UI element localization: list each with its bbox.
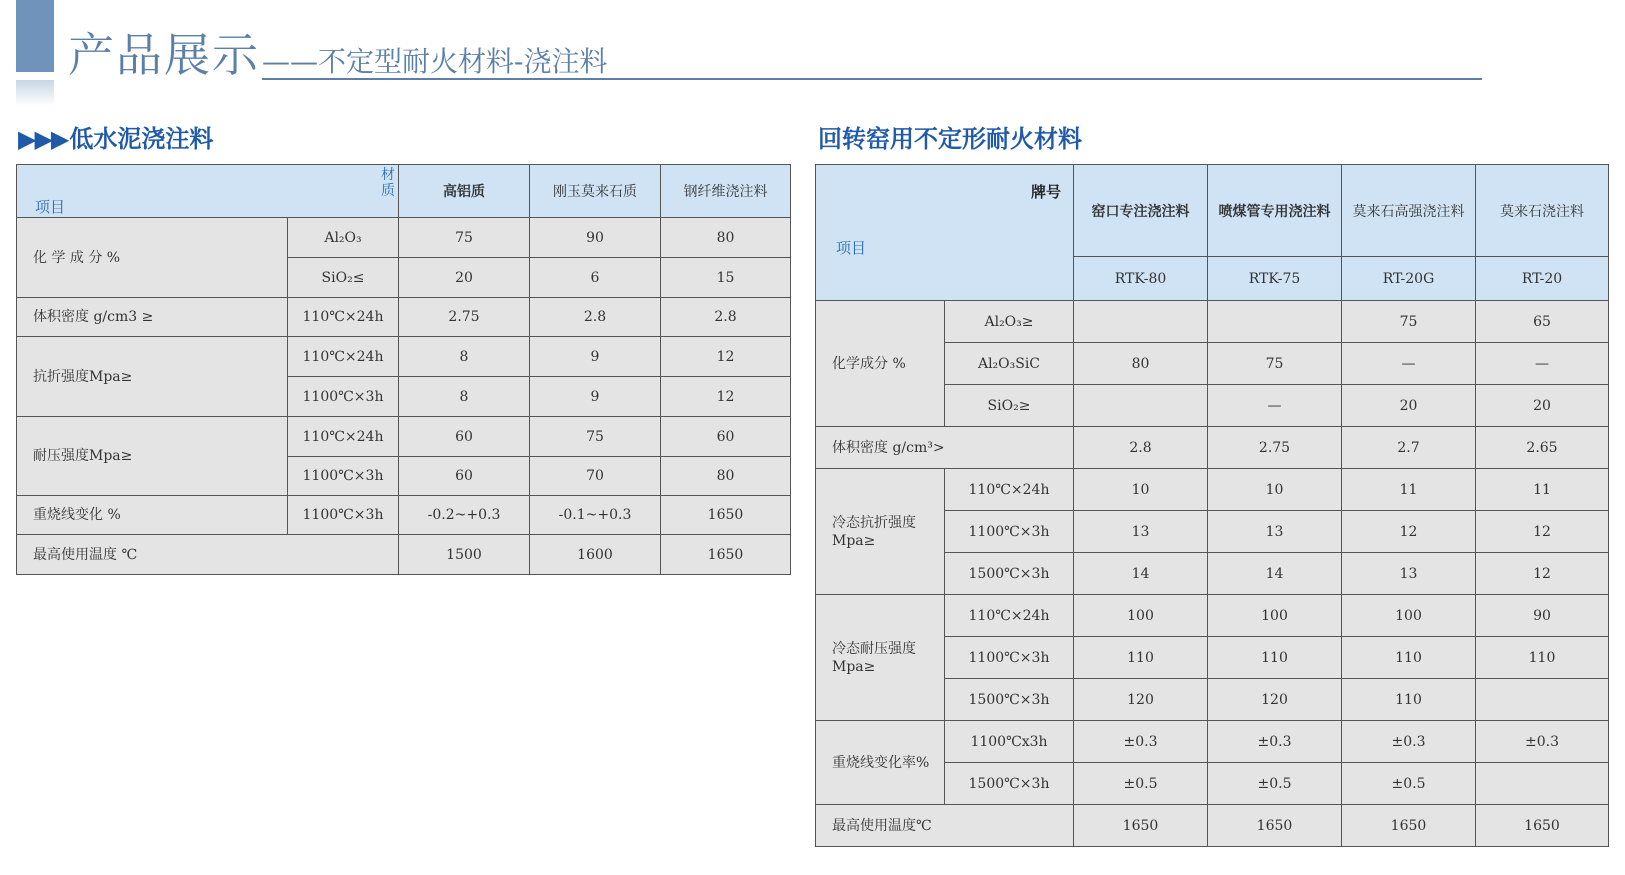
row-label: 体积密度 g/cm³> <box>816 427 1074 469</box>
condition-cell: 110℃×24h <box>288 337 399 377</box>
value-cell: 2.8 <box>661 298 791 337</box>
table-row <box>816 595 1609 637</box>
condition-cell: Al₂O₃SiC <box>945 343 1074 385</box>
column-header: 窑口专注浇注料 <box>1074 165 1208 257</box>
header-corner-cell <box>816 165 1074 301</box>
column-header: 喷煤管专用浇注料 <box>1208 165 1342 257</box>
value-cell: 120 <box>1208 679 1342 721</box>
product-code: RTK-75 <box>1208 257 1342 301</box>
corner-item-label: 项目 <box>836 239 867 257</box>
value-cell: 8 <box>399 337 530 377</box>
table-row <box>816 469 1609 511</box>
value-cell: ±0.3 <box>1476 721 1609 763</box>
condition-cell: 1100℃×3h <box>945 637 1074 679</box>
table-row <box>816 805 1609 847</box>
condition-cell: 110℃×24h <box>288 298 399 337</box>
value-cell: 14 <box>1208 553 1342 595</box>
row-label: 化学成分 % <box>816 301 945 427</box>
title-underline <box>262 78 1482 80</box>
value-cell: 110 <box>1074 637 1208 679</box>
product-code: RTK-80 <box>1074 257 1208 301</box>
row-label: 最高使用温度 ℃ <box>17 535 399 575</box>
value-cell: 75 <box>1208 343 1342 385</box>
header-decoration-bar <box>16 0 54 72</box>
row-label: 重烧线变化率% <box>816 721 945 805</box>
value-cell: 70 <box>530 457 661 496</box>
condition-cell: SiO₂≥ <box>945 385 1074 427</box>
condition-cell: 110℃×24h <box>288 417 399 457</box>
value-cell: — <box>1208 385 1342 427</box>
value-cell: 60 <box>399 417 530 457</box>
value-cell: 120 <box>1074 679 1208 721</box>
table-row <box>17 298 791 337</box>
value-cell: 13 <box>1342 553 1476 595</box>
corner-brand-label: 牌号 <box>1030 183 1061 201</box>
value-cell: 65 <box>1476 301 1609 343</box>
value-cell: ±0.5 <box>1342 763 1476 805</box>
value-cell: 110 <box>1476 637 1609 679</box>
value-cell: 10 <box>1208 469 1342 511</box>
value-cell: 1650 <box>661 496 791 535</box>
value-cell: 2.8 <box>1074 427 1208 469</box>
page-title: 产品展示 <box>68 28 260 82</box>
column-header: 高铝质 <box>399 165 530 218</box>
value-cell: 15 <box>661 258 791 298</box>
value-cell: 60 <box>399 457 530 496</box>
product-code: RT-20G <box>1342 257 1476 301</box>
condition-cell: Al₂O₃≥ <box>945 301 1074 343</box>
value-cell: 11 <box>1342 469 1476 511</box>
value-cell <box>1208 301 1342 343</box>
value-cell: 9 <box>530 337 661 377</box>
condition-cell: 1500℃×3h <box>945 679 1074 721</box>
value-cell: 20 <box>1476 385 1609 427</box>
value-cell <box>1074 385 1208 427</box>
table-header-row <box>816 165 1609 257</box>
value-cell: 75 <box>1342 301 1476 343</box>
row-label: 冷态抗折强度 Mpa≥ <box>816 469 945 595</box>
value-cell <box>1074 301 1208 343</box>
value-cell: 90 <box>530 218 661 258</box>
value-cell: 9 <box>530 377 661 417</box>
table-row <box>17 535 791 575</box>
value-cell: 100 <box>1208 595 1342 637</box>
condition-cell: SiO₂≤ <box>288 258 399 298</box>
header-corner-cell <box>17 165 399 218</box>
left-section-title <box>18 124 213 154</box>
condition-cell: 1100℃×3h <box>288 377 399 417</box>
table-row <box>816 301 1609 343</box>
value-cell: — <box>1342 343 1476 385</box>
value-cell: 12 <box>661 337 791 377</box>
value-cell: 20 <box>399 258 530 298</box>
value-cell: 14 <box>1074 553 1208 595</box>
value-cell: 13 <box>1074 511 1208 553</box>
value-cell: 80 <box>661 218 791 258</box>
value-cell: 80 <box>1074 343 1208 385</box>
value-cell: 11 <box>1476 469 1609 511</box>
condition-cell: 1100℃×3h <box>945 511 1074 553</box>
value-cell: 110 <box>1342 637 1476 679</box>
value-cell: 1650 <box>1342 805 1476 847</box>
value-cell: 75 <box>530 417 661 457</box>
triple-arrow-icon: ▶▶▶ <box>18 125 68 153</box>
table-row <box>17 417 791 457</box>
value-cell: 12 <box>1342 511 1476 553</box>
row-label: 耐压强度Mpa≥ <box>17 417 288 496</box>
value-cell: 12 <box>1476 553 1609 595</box>
right-section-title: 回转窑用不定形耐火材料 <box>818 125 1082 153</box>
condition-cell: 1500℃×3h <box>945 553 1074 595</box>
value-cell: -0.1~+0.3 <box>530 496 661 535</box>
left-section-title-text: 低水泥浇注料 <box>69 125 214 153</box>
row-label: 重烧线变化 % <box>17 496 288 535</box>
value-cell: 110 <box>1342 679 1476 721</box>
condition-cell: 110℃×24h <box>945 469 1074 511</box>
value-cell: 13 <box>1208 511 1342 553</box>
value-cell: 1600 <box>530 535 661 575</box>
value-cell: 110 <box>1208 637 1342 679</box>
value-cell: 2.65 <box>1476 427 1609 469</box>
row-label: 最高使用温度℃ <box>816 805 1074 847</box>
low-cement-castable-table <box>16 164 791 575</box>
value-cell <box>1476 679 1609 721</box>
value-cell: 1650 <box>1208 805 1342 847</box>
value-cell <box>1476 763 1609 805</box>
value-cell: ±0.3 <box>1342 721 1476 763</box>
page-subtitle: ——不定型耐火材料-浇注料 <box>262 45 608 78</box>
table-row <box>17 218 791 258</box>
rotary-kiln-castable-table <box>815 164 1609 847</box>
row-label: 体积密度 g/cm3 ≥ <box>17 298 288 337</box>
value-cell: 2.75 <box>1208 427 1342 469</box>
value-cell: 75 <box>399 218 530 258</box>
condition-cell: 1100℃×3h <box>288 457 399 496</box>
table-row <box>816 427 1609 469</box>
value-cell: 8 <box>399 377 530 417</box>
column-header: 莫来石高强浇注料 <box>1342 165 1476 257</box>
value-cell: 12 <box>661 377 791 417</box>
column-header: 莫来石浇注料 <box>1476 165 1609 257</box>
value-cell: 1650 <box>1074 805 1208 847</box>
product-code: RT-20 <box>1476 257 1609 301</box>
value-cell: 80 <box>661 457 791 496</box>
value-cell: 10 <box>1074 469 1208 511</box>
value-cell: 60 <box>661 417 791 457</box>
condition-cell: Al₂O₃ <box>288 218 399 258</box>
header-decoration-fade <box>16 80 54 106</box>
value-cell: 2.8 <box>530 298 661 337</box>
value-cell: ±0.3 <box>1208 721 1342 763</box>
table-header-row <box>17 165 791 218</box>
corner-item-label: 项目 <box>35 198 66 216</box>
column-header: 刚玉莫来石质 <box>530 165 661 218</box>
condition-cell: 1100℃x3h <box>945 721 1074 763</box>
value-cell: 2.7 <box>1342 427 1476 469</box>
value-cell: ±0.3 <box>1074 721 1208 763</box>
value-cell: 1650 <box>1476 805 1609 847</box>
column-header: 钢纤维浇注料 <box>661 165 791 218</box>
condition-cell: 1500℃×3h <box>945 763 1074 805</box>
value-cell: 100 <box>1074 595 1208 637</box>
corner-material-label: 材质 <box>381 167 395 199</box>
value-cell: 20 <box>1342 385 1476 427</box>
row-label: 化 学 成 分 % <box>17 218 288 298</box>
value-cell: — <box>1476 343 1609 385</box>
value-cell: 12 <box>1476 511 1609 553</box>
table-row <box>17 496 791 535</box>
condition-cell: 1100℃×3h <box>288 496 399 535</box>
value-cell: 90 <box>1476 595 1609 637</box>
value-cell: ±0.5 <box>1208 763 1342 805</box>
value-cell: 6 <box>530 258 661 298</box>
table-row <box>816 721 1609 763</box>
table-row <box>17 337 791 377</box>
value-cell: -0.2~+0.3 <box>399 496 530 535</box>
condition-cell: 110℃×24h <box>945 595 1074 637</box>
value-cell: 100 <box>1342 595 1476 637</box>
row-label: 抗折强度Mpa≥ <box>17 337 288 417</box>
value-cell: 2.75 <box>399 298 530 337</box>
value-cell: 1650 <box>661 535 791 575</box>
value-cell: ±0.5 <box>1074 763 1208 805</box>
row-label: 冷态耐压强度 Mpa≥ <box>816 595 945 721</box>
value-cell: 1500 <box>399 535 530 575</box>
